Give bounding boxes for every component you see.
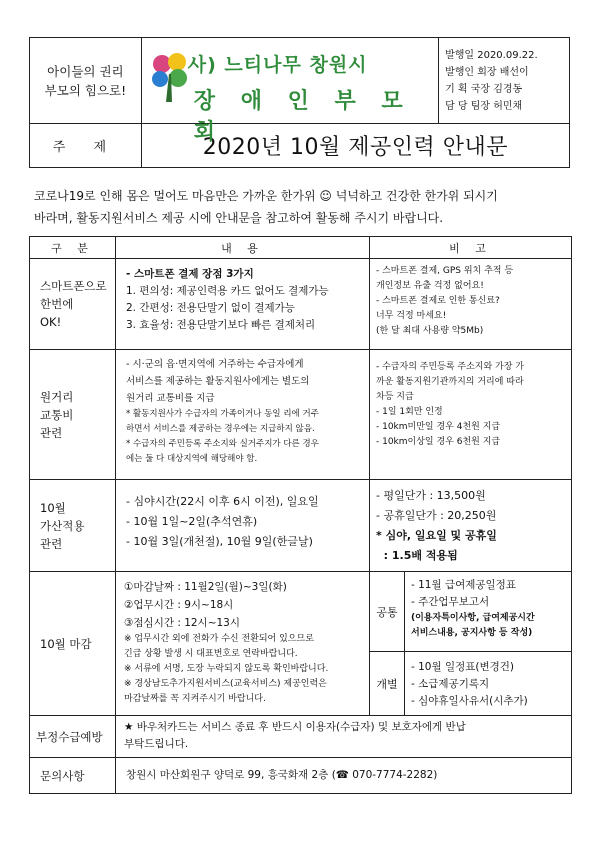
slogan-line-2: 부모의 힘으로! (44, 82, 127, 98)
note-line: - 스마트폰 결제, GPS 위치 추적 등 (376, 266, 514, 276)
note-line: (한 달 최대 사용량 약5Mb) (376, 326, 484, 336)
header-content: 내 용 (116, 237, 370, 259)
note-line: - 스마트폰 결제로 인한 통신료? (376, 296, 500, 306)
individual-line: - 심야휴일사유서(시추가) (411, 695, 528, 707)
intro-line-2: 바라며, 활동지원서비스 제공 시에 안내문을 참고하여 활동해 주시기 바랍니다. (34, 211, 444, 225)
row-label-line: 한번에 (40, 297, 74, 311)
intro-line-1: 코로나19로 인해 몸은 멀어도 마음만은 가까운 한가위 ☺ 넉넉하고 건강한 한가위 되시기 (34, 189, 498, 203)
content-line: 하면서 서비스를 제공하는 경우에는 지급하지 않음. (126, 424, 315, 434)
header-table (29, 37, 570, 168)
row-label-line: OK! (40, 315, 62, 329)
org-name-line-1: 사) 느티나무 창원시 (187, 54, 368, 76)
row-label-line: 부정수급예방 (36, 729, 103, 744)
note-line: : 1.5배 적용됨 (376, 549, 458, 562)
intro-paragraph (34, 185, 574, 229)
tree-logo-icon (150, 50, 190, 104)
individual-line: - 10월 일정표(변경건) (411, 661, 515, 673)
content-line: * 수급자의 주민등록 주소지와 실거주지가 다른 경우 (126, 439, 319, 449)
common-docs (405, 572, 572, 652)
contact-address: 창원시 마산회원구 양덕로 99, 흥국화재 2층 (☎ 070-7774-2282) (126, 769, 438, 781)
note-smartphone (370, 259, 572, 350)
note-line: - 10km이상일 경우 6천원 지급 (376, 437, 501, 447)
row-label-line: 10월 (40, 500, 66, 515)
content-line: 에는 둘 다 대상지역에 해당해야 함. (126, 454, 258, 464)
note-surcharge (370, 480, 572, 572)
note-transport (370, 350, 572, 480)
content-line: 긴급 상황 발생 시 대표번호로 연락바랍니다. (124, 649, 298, 659)
content-surcharge (116, 480, 370, 572)
header-category: 구 분 (30, 237, 116, 259)
content-line: 1. 편의성: 제공인력용 카드 없어도 결제가능 (126, 285, 329, 297)
individual-docs (405, 652, 572, 716)
content-line: - 10월 1일~2일(추석연휴) (126, 515, 258, 528)
content-line: - 시·군의 읍·면지역에 거주하는 수급자에게 (126, 359, 304, 370)
main-table (29, 236, 572, 794)
content-line: * 활동지원사가 수급자의 가족이거나 동일 리에 거주 (126, 409, 319, 419)
row-label-transport (30, 350, 116, 480)
row-label-line: 스마트폰으로 (40, 279, 107, 293)
meta-issue-date: 발행일 2020.09.22. (445, 49, 538, 61)
content-line: ②업무시간 : 9시~18시 (124, 599, 234, 611)
note-line: 개인정보 유출 걱정 없어요! (376, 281, 484, 291)
row-label-closing (30, 572, 116, 716)
org-name-line-2: 장 애 인 부 모 회 (193, 89, 412, 145)
common-line: - 주간업무보고서 (411, 596, 490, 608)
note-line: - 공휴일단가 : 20,250원 (376, 509, 497, 522)
row-label-line: 교통비 (40, 407, 74, 422)
content-contact (116, 758, 572, 794)
meta-planner: 기 획 국장 김경동 (445, 83, 523, 95)
row-label-line: 관련 (40, 536, 63, 551)
slogan-cell (30, 38, 142, 124)
row-label-line: 관련 (40, 425, 63, 440)
row-label-line: 10월 마감 (40, 636, 92, 651)
row-label-surcharge (30, 480, 116, 572)
common-label: 공통 (370, 572, 405, 652)
note-line: 까운 활동지원기관까지의 거리에 따라 (376, 377, 524, 387)
content-line: - 스마트폰 결제 장점 3가지 (126, 268, 254, 280)
content-line: 원거리 교통비를 지급 (126, 393, 215, 404)
note-line: - 수급자의 주민등록 주소지와 가장 가 (376, 362, 524, 372)
content-line: 2. 간편성: 전용단말기 없이 결제가능 (126, 302, 295, 314)
content-line: 부탁드립니다. (124, 738, 189, 750)
meta-publisher: 발행인 회장 배선이 (445, 66, 529, 78)
content-line: ※ 경상남도추가지원서비스(교육서비스) 제공인력은 (124, 679, 327, 689)
meta-manager: 담 당 팀장 허민채 (445, 100, 523, 112)
row-label-line: 가산적용 (40, 518, 85, 533)
content-line: ③점심시간 : 12시~13시 (124, 617, 241, 629)
common-line: 서비스내용, 공지사항 등 작성) (411, 628, 533, 638)
row-label-smartphone (30, 259, 116, 350)
note-line: - 1일 1회만 인정 (376, 407, 443, 417)
note-line: - 10km미만일 경우 4천원 지급 (376, 422, 501, 432)
note-line: 차등 지급 (376, 392, 414, 402)
content-line: ①마감날짜 : 11월2일(월)~3일(화) (124, 581, 287, 593)
note-line: 너무 걱정 마세요! (376, 311, 447, 321)
content-smartphone (116, 259, 370, 350)
document-title: 2020년 10월 제공인력 안내문 (141, 124, 569, 168)
content-line: 3. 효율성: 전용단말기보다 빠른 결제처리 (126, 319, 316, 331)
header-note: 비 고 (370, 237, 572, 259)
org-cell (141, 38, 438, 145)
row-label-contact (30, 758, 116, 794)
content-line: - 10월 3일(개천절), 10월 9일(한글날) (126, 535, 313, 548)
content-line: ※ 업무시간 외에 전화가 수신 전환되어 있으므로 (124, 634, 314, 644)
topic-label: 주 제 (30, 124, 142, 168)
content-line: 마감날짜를 꼭 지켜주시기 바랍니다. (124, 694, 266, 704)
individual-label: 개별 (370, 652, 405, 716)
row-label-line: 문의사항 (40, 768, 85, 783)
content-line: ※ 서류에 서명, 도장 누락되지 않도록 확인바랍니다. (124, 664, 329, 674)
meta-cell (439, 38, 570, 124)
note-line: * 심야, 일요일 및 공휴일 (376, 529, 497, 542)
note-line: - 평일단가 : 13,500원 (376, 489, 486, 502)
content-closing (116, 572, 370, 716)
row-label-fraud (30, 716, 116, 758)
content-fraud (116, 716, 572, 758)
common-line: (이용자특이사항, 급여제공시간 (411, 613, 535, 623)
content-line: - 심야시간(22시 이후 6시 이전), 일요일 (126, 495, 319, 508)
content-line: ★ 바우처카드는 서비스 종료 후 반드시 이용자(수급자) 및 보호자에게 반납 (124, 721, 466, 733)
slogan-line-1: 아이들의 권리 (47, 63, 124, 79)
row-label-line: 원거리 (40, 389, 74, 404)
content-transport (116, 350, 370, 480)
content-line: 서비스를 제공하는 활동지원사에게는 별도의 (126, 376, 310, 387)
common-line: - 11월 급여제공일정표 (411, 579, 516, 591)
individual-line: - 소급제공기록지 (411, 678, 490, 690)
